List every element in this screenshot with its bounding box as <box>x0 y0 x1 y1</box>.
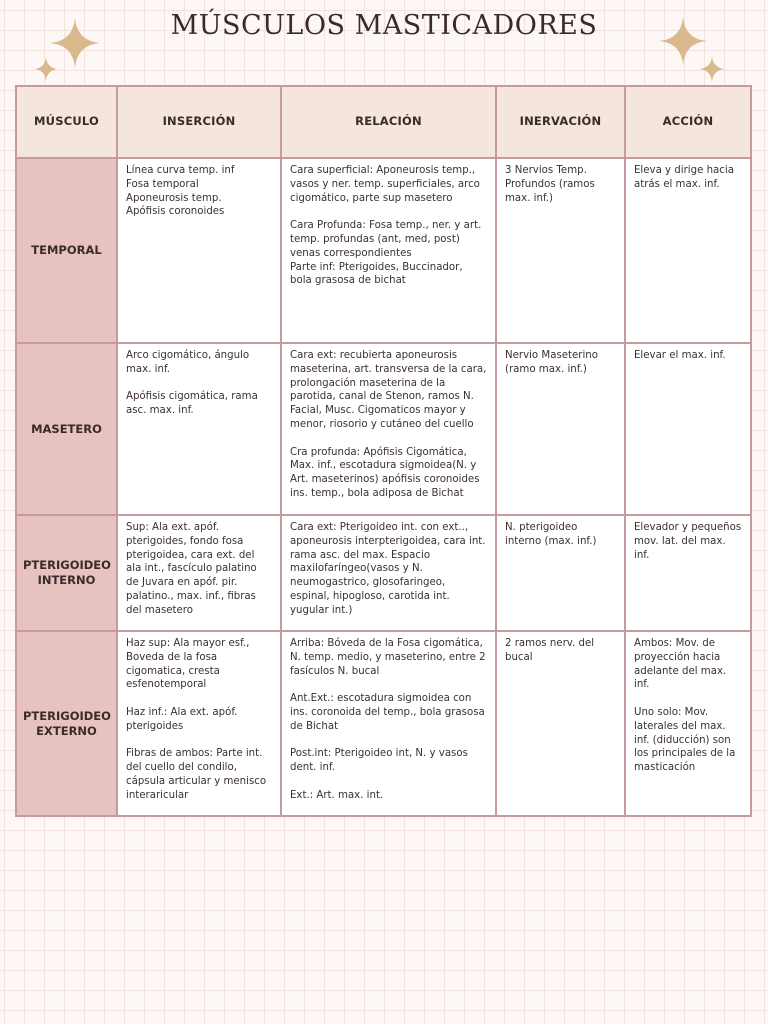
insercion-cell: Línea curva temp. inf Fosa temporal Aponeurosis temp. Apófisis coronoides <box>117 158 281 343</box>
relacion-cell: Arriba: Bóveda de la Fosa cigomática, N. temp. medio, y maseterino, entre 2 fasículos N. bucal Ant.Ext.: escotadura sigmoidea con ins. coronoida del temp., bola grasosa de Bichat Post.int: Pterigoideo int, N. y vasos dent. inf. Ext.: Art. max. int. <box>281 631 496 816</box>
inervacion-cell: 2 ramos nerv. del bucal <box>496 631 625 816</box>
table-row-pterigoideo-interno <box>16 515 751 631</box>
muscle-name: PTERIGOIDEO EXTERNO <box>16 631 117 816</box>
muscle-name: MASETERO <box>16 343 117 515</box>
accion-cell: Ambos: Mov. de proyección hacia adelante del max. inf. Uno solo: Mov. laterales del max. inf. (diducción) son los principales de la masticación <box>625 631 751 816</box>
table-row-pterigoideo-externo <box>16 631 751 816</box>
insercion-cell: Haz sup: Ala mayor esf., Boveda de la fosa cigomatica, cresta esfenotemporal Haz inf.: Ala ext. apóf. pterigoides Fibras de ambos: Parte int. del cuello del condilo, cápsula articular y menisco interaricular <box>117 631 281 816</box>
inervacion-cell: Nervio Maseterino (ramo max. inf.) <box>496 343 625 515</box>
header-insercion: INSERCIÓN <box>117 86 281 158</box>
accion-cell: Eleva y dirige hacia atrás el max. inf. <box>625 158 751 343</box>
relacion-cell: Cara superficial: Aponeurosis temp., vasos y ner. temp. superficiales, arco cigomático, parte sup masetero Cara Profunda: Fosa temp., ner. y art. temp. profundas (ant, med, post) venas correspondientes Parte inf: Pterigoides, Buccinador, bola grasosa de bichat <box>281 158 496 343</box>
sparkle-small-left-icon <box>34 57 58 81</box>
relacion-cell: Cara ext: recubierta aponeurosis maseterina, art. transversa de la cara, prolongación maseterina de la parotida, canal de Stenon, ramos N. Facial, Musc. Cigomaticos mayor y menor, riosorio y cutáneo del cuello Cra profunda: Apófisis Cigomática, Max. inf., escotadura sigmoidea(N. y Art. maseterinos) apófisis coronoides ins. temp., bola adiposa de Bichat <box>281 343 496 515</box>
page-title: MÚSCULOS MASTICADORES <box>170 10 598 41</box>
insercion-cell: Arco cigomático, ángulo max. inf. Apófisis cigomática, rama asc. max. inf. <box>117 343 281 515</box>
inervacion-cell: N. pterigoideo interno (max. inf.) <box>496 515 625 631</box>
inervacion-cell: 3 Nervios Temp. Profundos (ramos max. inf.) <box>496 158 625 343</box>
header-accion: ACCIÓN <box>625 86 751 158</box>
table-header-row <box>16 86 751 158</box>
header-inervacion: INERVACIÓN <box>496 86 625 158</box>
relacion-cell: Cara ext: Pterigoideo int. con ext.., aponeurosis interpterigoidea, cara int. rama asc. del max. Espacio maxilofaríngeo(vasos y N. neumogastrico, glosofaringeo, espinal, hipogloso, carotida int. yugular int.) <box>281 515 496 631</box>
sparkle-small-right-icon <box>699 56 725 82</box>
accion-cell: Elevador y pequeños mov. lat. del max. inf. <box>625 515 751 631</box>
header-relacion: RELACIÓN <box>281 86 496 158</box>
table-row-temporal <box>16 158 751 343</box>
muscles-table <box>15 85 752 817</box>
table-row-masetero <box>16 343 751 515</box>
header-musculo: MÚSCULO <box>16 86 117 158</box>
accion-cell: Elevar el max. inf. <box>625 343 751 515</box>
muscle-name: PTERIGOIDEO INTERNO <box>16 515 117 631</box>
insercion-cell: Sup: Ala ext. apóf. pterigoides, fondo fosa pterigoidea, cara ext. del ala int., fascículo palatino de Juvara en apóf. pir. palatino., max. inf., fibras del masetero <box>117 515 281 631</box>
muscle-name: TEMPORAL <box>16 158 117 343</box>
